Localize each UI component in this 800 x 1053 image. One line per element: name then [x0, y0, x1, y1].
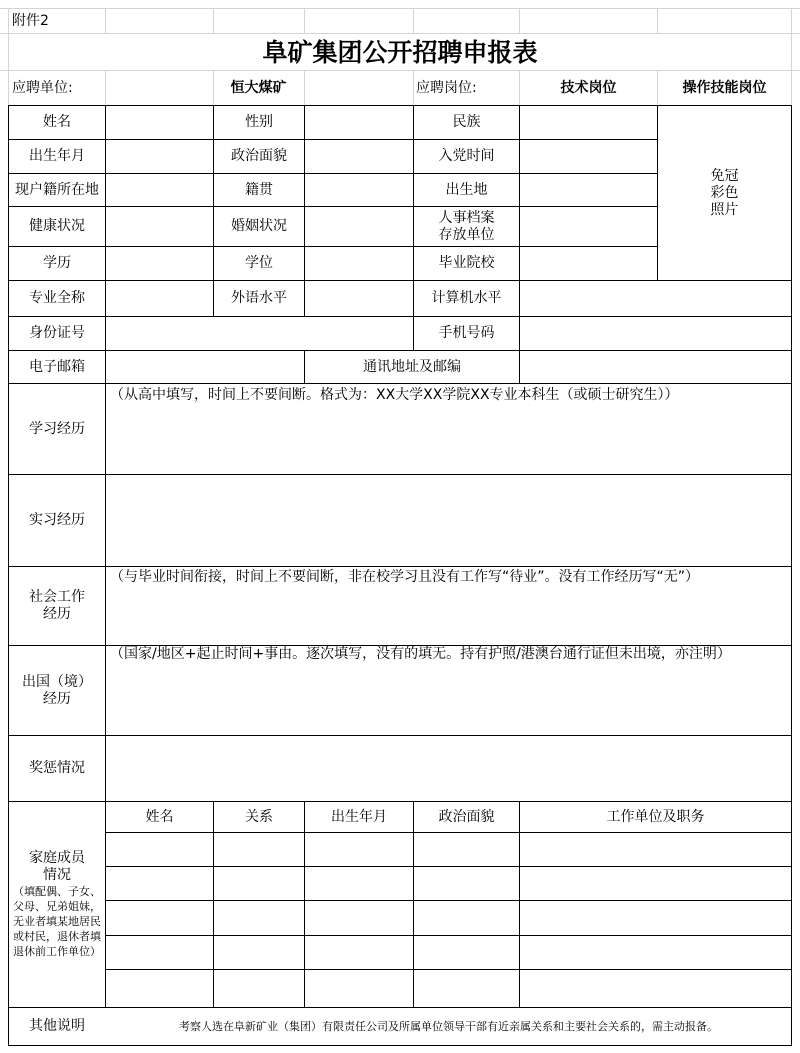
name-label: 姓名 — [43, 114, 71, 130]
marital-label: 婚姻状况 — [231, 218, 287, 234]
birthplace-label: 出生地 — [445, 181, 488, 198]
abroad-label-line1: 出国（境） — [22, 673, 92, 690]
family-col-name: 姓名 — [145, 808, 174, 825]
study-label: 学习经历 — [29, 420, 85, 437]
attachment-label: 附件2 — [12, 12, 49, 29]
study-hint: （从高中填写，时间上不要间断。格式为：XX大学XX学院XX专业本科生（或硕士研究生）） — [110, 387, 679, 403]
apply-unit-value[interactable]: 恒大煤矿 — [230, 79, 287, 96]
family-col-work: 工作单位及职务 — [606, 808, 705, 825]
archive-label-line2: 存放单位 — [438, 226, 495, 243]
family-col-birth: 出生年月 — [331, 808, 387, 825]
work-label-line2: 经历 — [43, 606, 71, 622]
ethnicity-label: 民族 — [452, 114, 481, 130]
photo-line1: 免冠 — [710, 167, 739, 184]
photo-line3: 照片 — [710, 201, 739, 218]
degree-label: 学位 — [245, 255, 273, 271]
native-label: 籍贯 — [245, 181, 273, 198]
school-label: 毕业院校 — [438, 255, 495, 271]
foreign-lang-label: 外语水平 — [231, 290, 287, 306]
abroad-label-line2: 经历 — [43, 690, 71, 707]
family-col-political: 政治面貌 — [438, 808, 495, 825]
email-label: 电子邮箱 — [29, 358, 85, 375]
birth-label: 出生年月 — [29, 148, 85, 164]
family-note: （填配偶、子女、父母、兄弟姐妹，无业者填某地居民或村民，退休者填退休前工作单位） — [13, 885, 101, 958]
family-label — [9, 802, 105, 1007]
photo-line2: 彩色 — [710, 184, 739, 201]
health-label: 健康状况 — [29, 218, 85, 234]
work-hint: （与毕业时间衔接，时间上不要间断，非在校学习且没有工作写“待业”。没有工作经历写“无”） — [110, 569, 700, 585]
intern-label: 实习经历 — [29, 512, 85, 528]
archive-label — [414, 207, 519, 246]
computer-label: 计算机水平 — [431, 290, 502, 306]
apply-unit-label: 应聘单位: — [12, 79, 73, 96]
other-text: 考察人选在阜新矿业（集团）有限责任公司及所属单位领导干部有近亲属关系和主要社会关系的，需主动报备。 — [179, 1020, 718, 1033]
other-label: 其他说明 — [29, 1018, 85, 1034]
address-label: 通讯地址及邮编 — [363, 358, 461, 375]
abroad-hint: （国家/地区+起止时间+事由。逐次填写，没有的填无。持有护照/港澳台通行证但未出境，亦注明） — [110, 646, 731, 662]
phone-label: 手机号码 — [438, 325, 495, 341]
abroad-label — [9, 646, 105, 735]
id-number-label: 身份证号 — [29, 325, 85, 341]
reward-label: 奖惩情况 — [29, 760, 85, 776]
post-option-technical[interactable]: 技术岗位 — [560, 79, 617, 96]
party-join-label: 入党时间 — [438, 148, 495, 164]
photo-box[interactable] — [658, 106, 791, 280]
page-title: 阜矿集团公开招聘申报表 — [262, 37, 538, 67]
apply-post-label: 应聘岗位: — [416, 79, 477, 96]
political-label: 政治面貌 — [231, 148, 287, 164]
family-col-relation: 关系 — [245, 808, 273, 825]
hukou-label: 现户籍所在地 — [15, 181, 99, 198]
post-option-skilled[interactable]: 操作技能岗位 — [682, 79, 767, 96]
work-label-line1: 社会工作 — [29, 589, 85, 605]
archive-label-line1: 人事档案 — [438, 209, 495, 226]
gender-label: 性别 — [245, 114, 273, 130]
family-label-line1: 家庭成员 — [29, 850, 85, 866]
family-label-line2: 情况 — [43, 867, 71, 883]
work-label — [9, 567, 105, 645]
major-label: 专业全称 — [29, 290, 85, 306]
education-label: 学历 — [43, 255, 71, 271]
